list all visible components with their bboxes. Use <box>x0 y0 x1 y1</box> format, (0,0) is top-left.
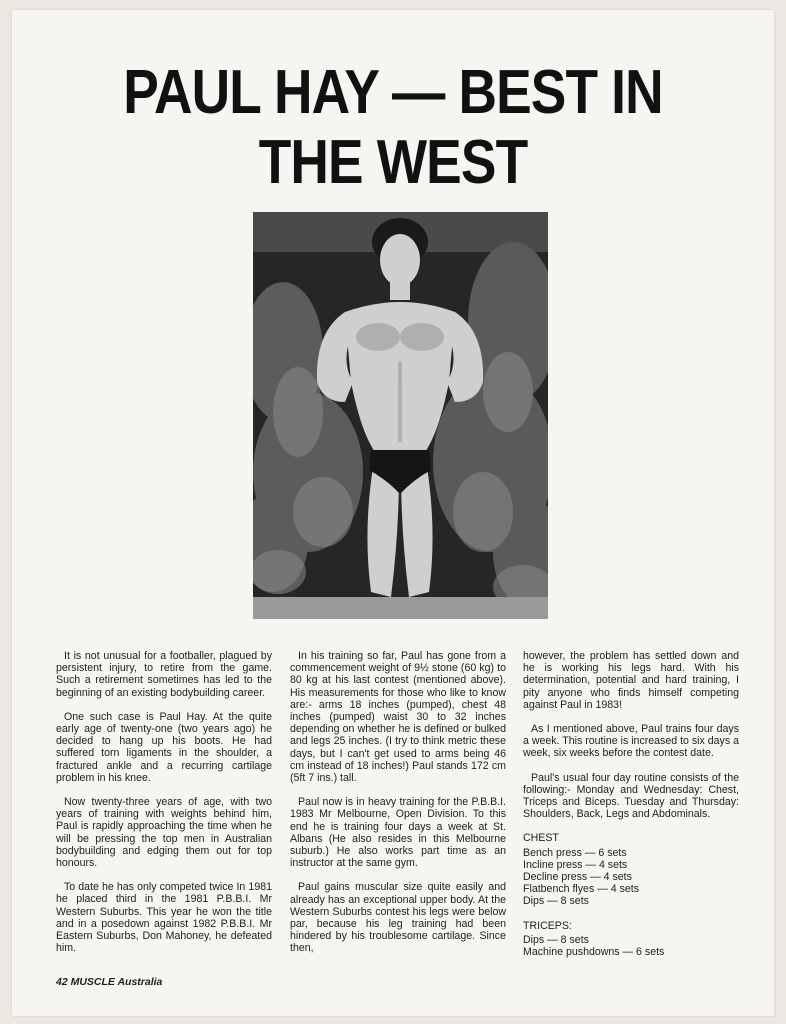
paragraph: Now twenty-three years of age, with two years of training with weights behind him, Paul is rapidly approaching the time when he will be pressing the top men in Australian bodybuilding and edging them out for top honours. <box>56 796 272 870</box>
list-item: Dips — 8 sets <box>523 933 589 946</box>
paragraph: however, the problem has settled down and he is working his legs hard. With his determination, potential and hard training, I pity anyone who finds himself competing against Paul in 1983! <box>523 650 739 711</box>
title-line-1: PAUL HAY — BEST IN <box>123 58 663 127</box>
list-item: Decline press — 4 sets <box>523 871 632 884</box>
page-footer: 42 MUSCLE Australia <box>56 976 163 988</box>
magazine-page <box>12 10 774 1016</box>
paragraph: Paul now is in heavy training for the P.B.B.I. 1983 Mr Melbourne, Open Division. To this end he is training four days a week at St. Albans (He also resides in this Melbourne suburb.) He also works part time as an instructor at the same gym. <box>290 796 506 870</box>
article-column-2 <box>290 650 506 967</box>
paragraph: Paul gains muscular size quite easily and already has an exceptional upper body. At the Western Suburbs contest his legs were below par, because his leg training had been hindered by his troublesome cartilage. Since then, <box>290 881 506 955</box>
paragraph: Paul's usual four day routine consists of the following:- Monday and Wednesday: Chest, Triceps and Biceps. Tuesday and Thursday: Shoulders, Back, Legs and Abdominals. <box>523 771 739 821</box>
paragraph: As I mentioned above, Paul trains four days a week. This routine is increased to six days a week, six weeks before the contest date. <box>523 723 739 760</box>
list-item: Bench press — 6 sets <box>523 846 627 859</box>
list-item: Incline press — 4 sets <box>523 858 628 871</box>
article-column-3 <box>523 650 739 970</box>
list-item: Machine pushdowns — 6 sets <box>523 946 665 959</box>
triceps-exercise-list <box>523 934 739 958</box>
paragraph: In his training so far, Paul has gone from a commencement weight of 9½ stone (60 kg) to 80 kg at his last contest (mentioned above). His measurements for those who like to know are:- arms 18 inches (pumped), chest 48 inches (pumped) waist 30 to 32 inches depending on whether he is defined or bulked and legs 25 inches. (I try to think metric these days, but I can't get used to arms being 46 cm instead of 18 inches!) Paul stands 172 cm (5ft 7 ins.) tall. <box>290 650 506 785</box>
chest-exercise-list <box>523 847 739 908</box>
title-line-2: THE WEST <box>258 128 528 197</box>
paragraph: It is not unusual for a footballer, plagued by persistent injury, to retire from the game. Such a retirement sometimes has led to the beginning of an existing bodybuilding career. <box>56 650 272 699</box>
triceps-heading: TRICEPS: <box>523 919 572 932</box>
chest-heading: CHEST <box>523 832 559 845</box>
paragraph: To date he has only competed twice In 1981 he placed third in the 1981 P.B.B.I. Mr Western Suburbs. This year he won the title and in a posedown against 1982 P.B.B.I. Mr Eastern Suburbs, Don Mahoney, he defeated him. <box>56 881 272 955</box>
list-item: Flatbench flyes — 4 sets <box>523 883 639 896</box>
article-column-1 <box>56 650 272 966</box>
paragraph: One such case is Paul Hay. At the quite early age of twenty-one (two years ago) he decided to hang up his boots. He had suffered torn ligaments in the shoulder, a fractured ankle and a recurring cartilage problem in his knee. <box>56 710 272 784</box>
article-title <box>65 58 720 198</box>
list-item: Dips — 8 sets <box>523 895 589 908</box>
bodybuilder-photo <box>253 212 548 619</box>
